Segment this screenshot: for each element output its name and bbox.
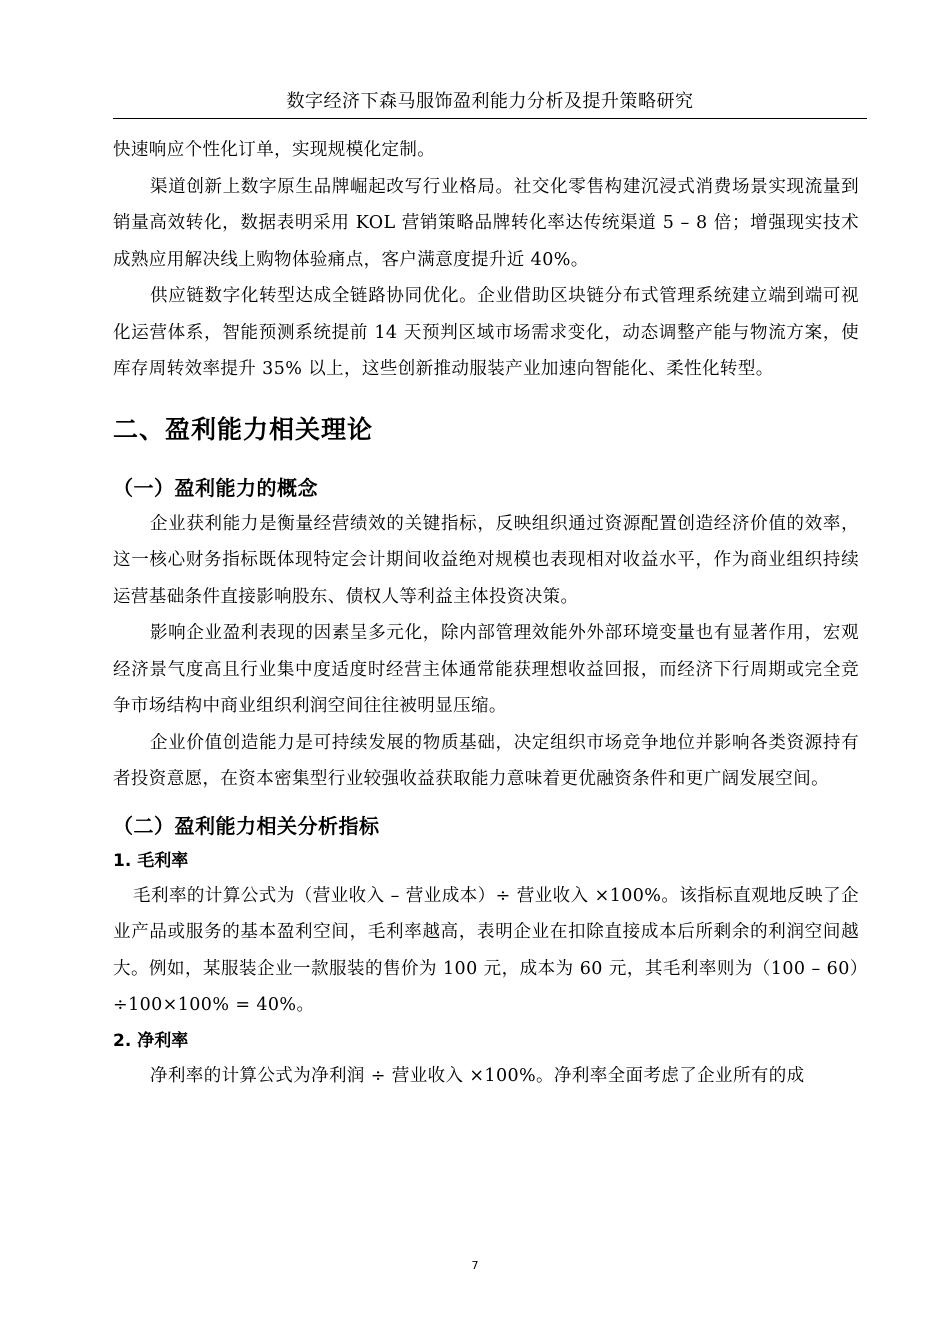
subsection-heading: （二）盈利能力相关分析指标	[113, 813, 380, 838]
paragraph: 净利率的计算公式为净利润 ÷ 营业收入 ×100%。净利率全面考虑了企业所有的成	[150, 1065, 805, 1086]
paragraph: 企业价值创造能力是可持续发展的物质基础，决定组织市场竞争地位并影响各类资源持有者投资意愿，在资本密集型行业较强收益获取能力意味着更优融资条件和更广阔发展空间。	[113, 732, 859, 789]
paragraph: 渠道创新上数字原生品牌崛起改写行业格局。社交化零售构建沉浸式消费场景实现流量到销量高效转化，数据表明采用 KOL 营销策略品牌转化率达传统渠道 5 – 8 倍；增强现实技术成熟应用解决线上购物体验痛点，客户满意度提升近 40%。	[113, 176, 859, 270]
paragraph: 影响企业盈利表现的因素呈多元化，除内部管理效能外外部环境变量也有显著作用，宏观经济景气度高且行业集中度适度时经营主体通常能获理想收益回报，而经济下行周期或完全竞争市场结构中商业组织利润空间往往被明显压缩。	[113, 623, 859, 716]
item-heading: 1. 毛利率	[113, 850, 189, 871]
section-heading: 二、盈利能力相关理论	[113, 414, 374, 444]
subsection-heading: （一）盈利能力的概念	[113, 475, 318, 500]
running-header: 数字经济下森马服饰盈利能力分析及提升策略研究	[113, 88, 867, 119]
item-heading: 2. 净利率	[113, 1030, 189, 1051]
paragraph: 供应链数字化转型达成全链路协同优化。企业借助区块链分布式管理系统建立端到端可视化运营体系，智能预测系统提前 14 天预判区域市场需求变化，动态调整产能与物流方案，使库存周转效率提升 35% 以上，这些创新推动服装产业加速向智能化、柔性化转型。	[113, 286, 859, 379]
paragraph: 毛利率的计算公式为（营业收入 – 营业成本）÷ 营业收入 ×100%。该指标直观地反映了企业产品或服务的基本盈利空间，毛利率越高，表明企业在扣除直接成本后所剩余的利润空间越大。例如，某服装企业一款服装的售价为 100 元，成本为 60 元，其毛利率则为（100 – 60）÷100×100% = 40%。	[113, 885, 859, 1015]
page-number: 7	[471, 1259, 479, 1272]
paragraph: 快速响应个性化订单，实现规模化定制。	[113, 140, 436, 160]
page-content	[113, 132, 859, 1094]
paragraph: 企业获利能力是衡量经营绩效的关键指标，反映组织通过资源配置创造经济价值的效率，这一核心财务指标既体现特定会计期间收益绝对规模也表现相对收益水平，作为商业组织持续运营基础条件直接影响股东、债权人等利益主体投资决策。	[113, 513, 859, 607]
